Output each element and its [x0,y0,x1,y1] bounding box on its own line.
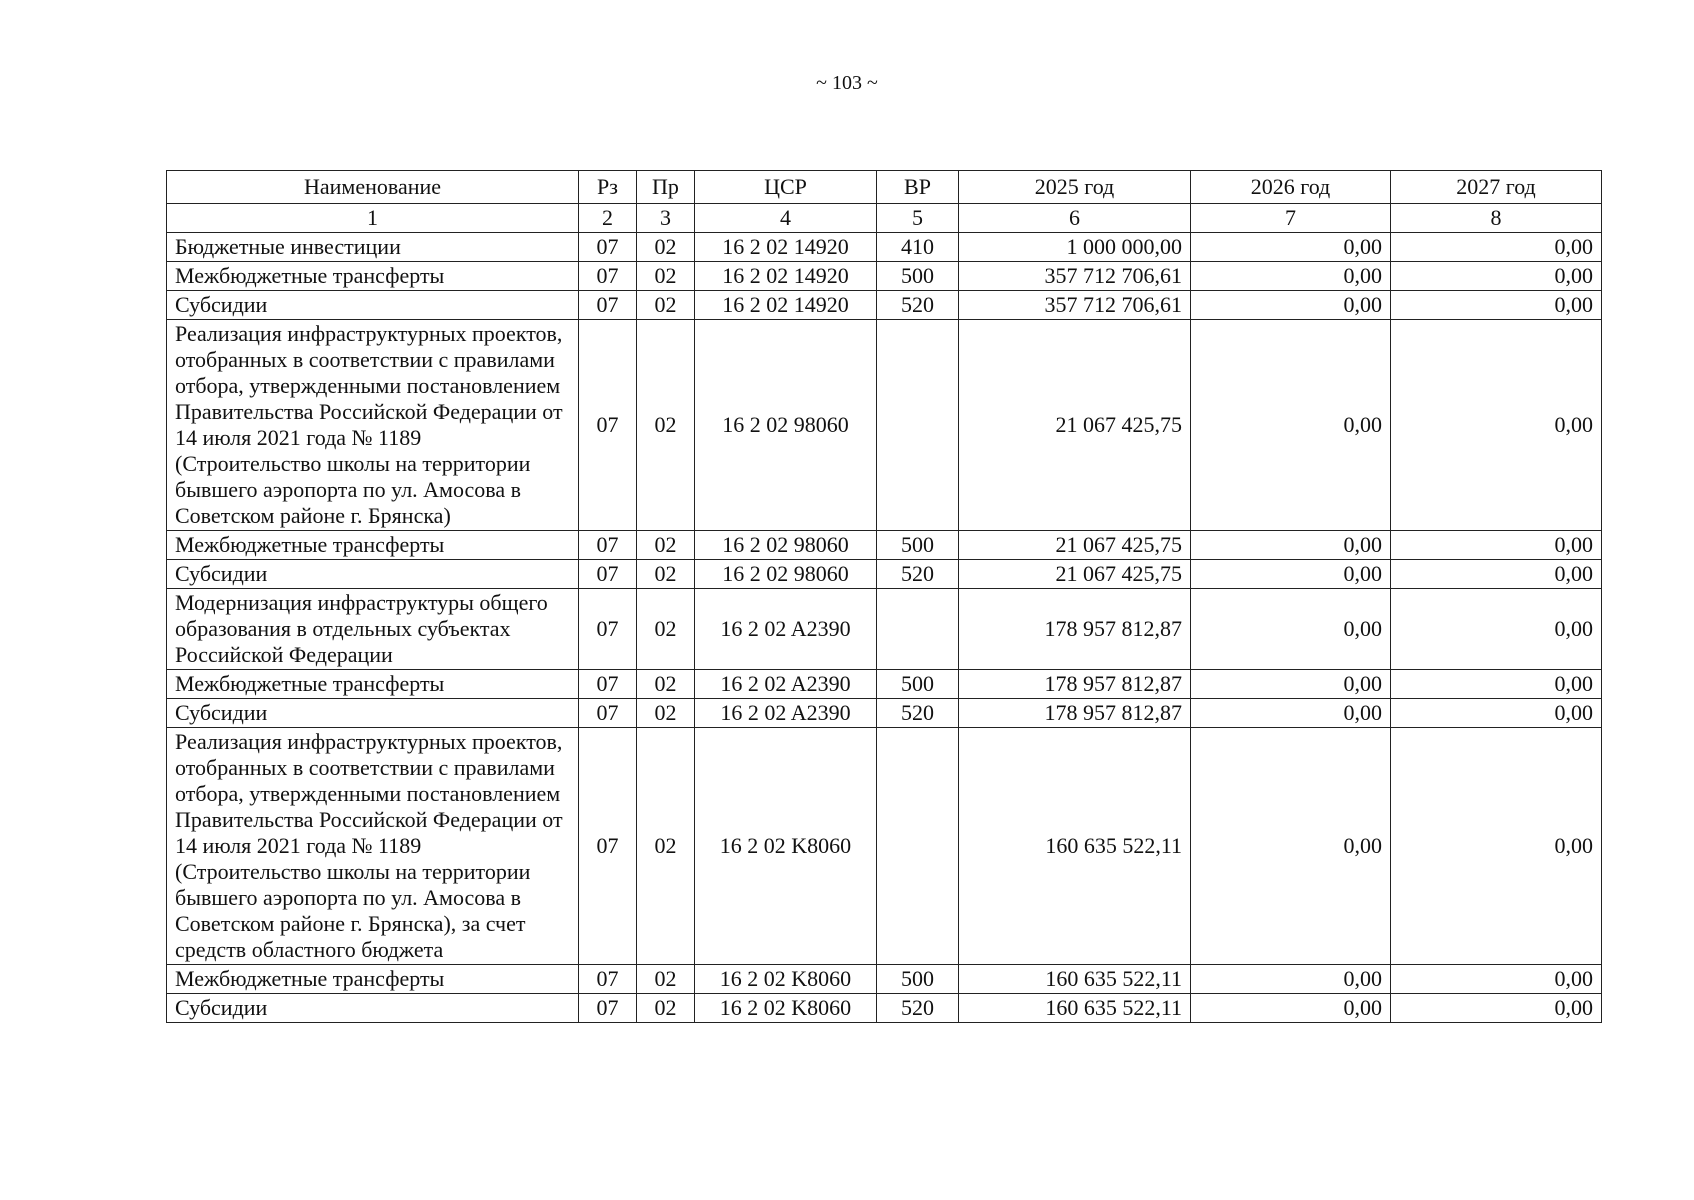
row-name-cell: Бюджетные инвестиции [167,233,579,262]
amount-2025-cell: 160 635 522,11 [959,965,1191,994]
rz-cell: 07 [579,670,637,699]
header-vr: ВР [877,171,959,204]
column-number: 8 [1391,204,1602,233]
rz-cell: 07 [579,531,637,560]
vr-cell [877,589,959,670]
row-name-cell: Модернизация инфраструктуры общего образования в отдельных субъектах Российской Федерации [167,589,579,670]
table-row [167,262,1602,291]
column-number: 5 [877,204,959,233]
vr-cell [877,320,959,531]
csr-cell: 16 2 02 K8060 [695,994,877,1023]
rz-cell: 07 [579,233,637,262]
csr-cell: 16 2 02 98060 [695,320,877,531]
pr-cell: 02 [637,728,695,965]
amount-2026-cell: 0,00 [1191,589,1391,670]
row-name-cell: Субсидии [167,699,579,728]
header-name: Наименование [167,171,579,204]
csr-cell: 16 2 02 14920 [695,262,877,291]
header-2025: 2025 год [959,171,1191,204]
table-body [167,233,1602,1023]
pr-cell: 02 [637,320,695,531]
pr-cell: 02 [637,589,695,670]
column-number: 1 [167,204,579,233]
amount-2026-cell: 0,00 [1191,262,1391,291]
amount-2027-cell: 0,00 [1391,699,1602,728]
amount-2027-cell: 0,00 [1391,965,1602,994]
table-row [167,291,1602,320]
amount-2027-cell: 0,00 [1391,262,1602,291]
vr-cell: 500 [877,670,959,699]
amount-2026-cell: 0,00 [1191,728,1391,965]
rz-cell: 07 [579,699,637,728]
csr-cell: 16 2 02 98060 [695,560,877,589]
csr-cell: 16 2 02 14920 [695,291,877,320]
table-row [167,670,1602,699]
amount-2027-cell: 0,00 [1391,560,1602,589]
vr-cell: 520 [877,560,959,589]
rz-cell: 07 [579,291,637,320]
pr-cell: 02 [637,965,695,994]
amount-2025-cell: 1 000 000,00 [959,233,1191,262]
header-2026: 2026 год [1191,171,1391,204]
amount-2027-cell: 0,00 [1391,320,1602,531]
csr-cell: 16 2 02 K8060 [695,965,877,994]
pr-cell: 02 [637,262,695,291]
rz-cell: 07 [579,994,637,1023]
row-name-cell: Межбюджетные трансферты [167,262,579,291]
table-row [167,699,1602,728]
amount-2026-cell: 0,00 [1191,560,1391,589]
rz-cell: 07 [579,965,637,994]
amount-2025-cell: 160 635 522,11 [959,728,1191,965]
table-row [167,531,1602,560]
amount-2026-cell: 0,00 [1191,320,1391,531]
row-name-cell: Межбюджетные трансферты [167,965,579,994]
header-row [167,171,1602,204]
rz-cell: 07 [579,320,637,531]
amount-2025-cell: 357 712 706,61 [959,291,1191,320]
header-csr: ЦСР [695,171,877,204]
vr-cell: 520 [877,994,959,1023]
csr-cell: 16 2 02 A2390 [695,699,877,728]
amount-2027-cell: 0,00 [1391,531,1602,560]
amount-2026-cell: 0,00 [1191,233,1391,262]
amount-2027-cell: 0,00 [1391,233,1602,262]
pr-cell: 02 [637,699,695,728]
amount-2025-cell: 21 067 425,75 [959,531,1191,560]
vr-cell: 520 [877,291,959,320]
amount-2025-cell: 21 067 425,75 [959,320,1191,531]
table-row [167,589,1602,670]
row-name-cell: Межбюджетные трансферты [167,531,579,560]
pr-cell: 02 [637,233,695,262]
rz-cell: 07 [579,728,637,965]
column-number-row [167,204,1602,233]
row-name-cell: Реализация инфраструктурных проектов, отобранных в соответствии с правилами отбора, утвержденными постановлением Правительства Российской Федерации от 14 июля 2021 года № 1189 (Строительство школы на территории бывшего аэропорта по ул. Амосова в Советском районе г. Брянска), за счет средств областного бюджета [167,728,579,965]
pr-cell: 02 [637,670,695,699]
column-number: 3 [637,204,695,233]
table-row [167,560,1602,589]
amount-2025-cell: 178 957 812,87 [959,670,1191,699]
csr-cell: 16 2 02 K8060 [695,728,877,965]
table-row [167,994,1602,1023]
csr-cell: 16 2 02 14920 [695,233,877,262]
rz-cell: 07 [579,262,637,291]
vr-cell [877,728,959,965]
column-number: 6 [959,204,1191,233]
budget-table [166,170,1602,1023]
column-number: 2 [579,204,637,233]
amount-2026-cell: 0,00 [1191,670,1391,699]
header-rz: Рз [579,171,637,204]
header-2027: 2027 год [1391,171,1602,204]
pr-cell: 02 [637,994,695,1023]
amount-2027-cell: 0,00 [1391,589,1602,670]
table-row [167,728,1602,965]
amount-2026-cell: 0,00 [1191,994,1391,1023]
csr-cell: 16 2 02 A2390 [695,589,877,670]
amount-2026-cell: 0,00 [1191,699,1391,728]
column-number: 7 [1191,204,1391,233]
row-name-cell: Реализация инфраструктурных проектов, отобранных в соответствии с правилами отбора, утвержденными постановлением Правительства Российской Федерации от 14 июля 2021 года № 1189 (Строительство школы на территории бывшего аэропорта по ул. Амосова в Советском районе г. Брянска) [167,320,579,531]
amount-2025-cell: 357 712 706,61 [959,262,1191,291]
rz-cell: 07 [579,560,637,589]
amount-2027-cell: 0,00 [1391,670,1602,699]
row-name-cell: Субсидии [167,291,579,320]
vr-cell: 500 [877,262,959,291]
vr-cell: 500 [877,531,959,560]
amount-2025-cell: 178 957 812,87 [959,589,1191,670]
amount-2027-cell: 0,00 [1391,728,1602,965]
vr-cell: 520 [877,699,959,728]
row-name-cell: Субсидии [167,994,579,1023]
row-name-cell: Межбюджетные трансферты [167,670,579,699]
table-row [167,233,1602,262]
page-number: ~ 103 ~ [816,72,878,94]
amount-2025-cell: 160 635 522,11 [959,994,1191,1023]
amount-2025-cell: 21 067 425,75 [959,560,1191,589]
row-name-cell: Субсидии [167,560,579,589]
amount-2027-cell: 0,00 [1391,994,1602,1023]
vr-cell: 500 [877,965,959,994]
vr-cell: 410 [877,233,959,262]
amount-2026-cell: 0,00 [1191,965,1391,994]
pr-cell: 02 [637,531,695,560]
rz-cell: 07 [579,589,637,670]
amount-2026-cell: 0,00 [1191,291,1391,320]
pr-cell: 02 [637,291,695,320]
table-row [167,965,1602,994]
csr-cell: 16 2 02 98060 [695,531,877,560]
header-pr: Пр [637,171,695,204]
csr-cell: 16 2 02 A2390 [695,670,877,699]
amount-2027-cell: 0,00 [1391,291,1602,320]
amount-2026-cell: 0,00 [1191,531,1391,560]
table-row [167,320,1602,531]
pr-cell: 02 [637,560,695,589]
amount-2025-cell: 178 957 812,87 [959,699,1191,728]
column-number: 4 [695,204,877,233]
